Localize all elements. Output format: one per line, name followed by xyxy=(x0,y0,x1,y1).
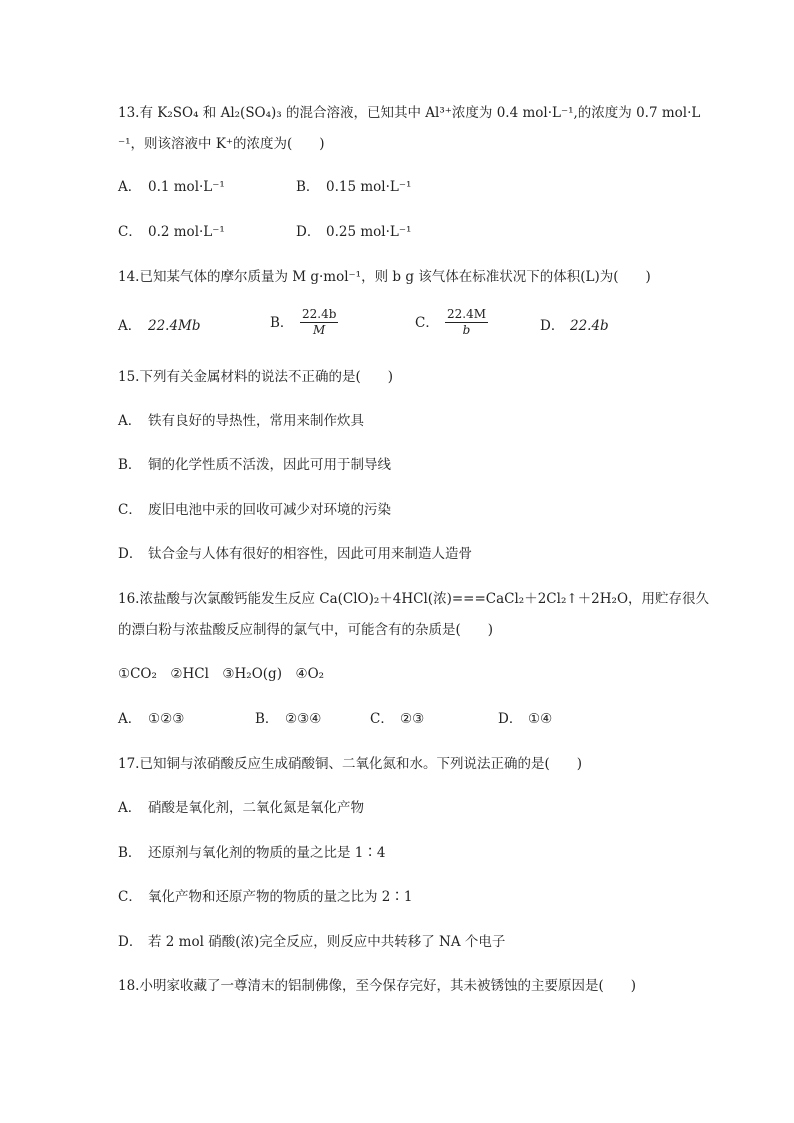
q13-stem-line1: 13.有 K₂SO₄ 和 Al₂(SO₄)₃ 的混合溶液，已知其中 Al³⁺浓度为 0.4 mol·L⁻¹,的浓度为 0.7 mol·L xyxy=(118,105,701,121)
q17-option-c: C． 氧化产物和还原产物的物质的量之比为 2∶1 xyxy=(118,889,413,905)
q16-option-b: B． ②③④ xyxy=(255,711,322,727)
q15-option-b: B． 铜的化学性质不活泼，因此可用于制导线 xyxy=(118,457,391,473)
q15-stem: 15.下列有关金属材料的说法不正确的是( ) xyxy=(118,369,394,385)
q14-stem: 14.已知某气体的摩尔质量为 M g·mol⁻¹，则 b g 该气体在标准状况下的体积(L)为( ) xyxy=(118,269,651,285)
q13-option-d: D． 0.25 mol·L⁻¹ xyxy=(296,224,412,240)
q15-option-d: D． 钛合金与人体有很好的相容性，因此可用来制造人造骨 xyxy=(118,546,472,562)
q18-stem: 18.小明家收藏了一尊清末的铝制佛像，至今保存完好，其未被锈蚀的主要原因是( ) xyxy=(118,978,637,994)
q16-stem-line2: 的漂白粉与浓盐酸反应制得的氯气中，可能含有的杂质是( ) xyxy=(118,622,494,638)
q13-option-a: A． 0.1 mol·L⁻¹ xyxy=(118,179,225,195)
q15-option-a: A． 铁有良好的导热性，常用来制作炊具 xyxy=(118,413,364,429)
q13-option-c: C． 0.2 mol·L⁻¹ xyxy=(118,224,225,240)
q13-stem-line2: ⁻¹，则该溶液中 K⁺的浓度为( ) xyxy=(118,136,325,152)
q14-option-c: C． $\frac{22.4M}{b}$ xyxy=(415,307,487,337)
q16-items: ①CO₂ ②HCl ③H₂O(g) ④O₂ xyxy=(118,666,325,682)
q17-stem: 17.已知铜与浓硝酸反应生成硝酸铜、二氧化氮和水。下列说法正确的是( ) xyxy=(118,756,583,772)
q16-option-c: C． ②③ xyxy=(370,711,425,727)
q17-option-d: D． 若 2 mol 硝酸(浓)完全反应，则反应中共转移了 NA 个电子 xyxy=(118,934,506,950)
fraction: $\frac{22.4b}{M}$ xyxy=(302,307,337,337)
fraction: $\frac{22.4M}{b}$ xyxy=(447,307,487,337)
q13-option-b: B． 0.15 mol·L⁻¹ xyxy=(296,179,412,195)
q14-option-a: A． 22.4Mb xyxy=(118,318,201,334)
q14-option-d: D． 22.4b xyxy=(540,318,609,334)
q14-option-b: B． $\frac{22.4b}{M}$ xyxy=(270,307,337,337)
q16-option-a: A． ①②③ xyxy=(118,711,185,727)
q17-option-a: A． 硝酸是氧化剂，二氧化氮是氧化产物 xyxy=(118,800,364,816)
q16-stem-line1: 16.浓盐酸与次氯酸钙能发生反应 Ca(ClO)₂＋4HCl(浓)===CaCl₂＋2Cl₂↑＋2H₂O，用贮存很久 xyxy=(118,591,710,607)
q16-option-d: D． ①④ xyxy=(498,711,553,727)
q15-option-c: C． 废旧电池中汞的回收可减少对环境的污染 xyxy=(118,502,391,518)
q17-option-b: B． 还原剂与氧化剂的物质的量之比是 1∶4 xyxy=(118,845,386,861)
